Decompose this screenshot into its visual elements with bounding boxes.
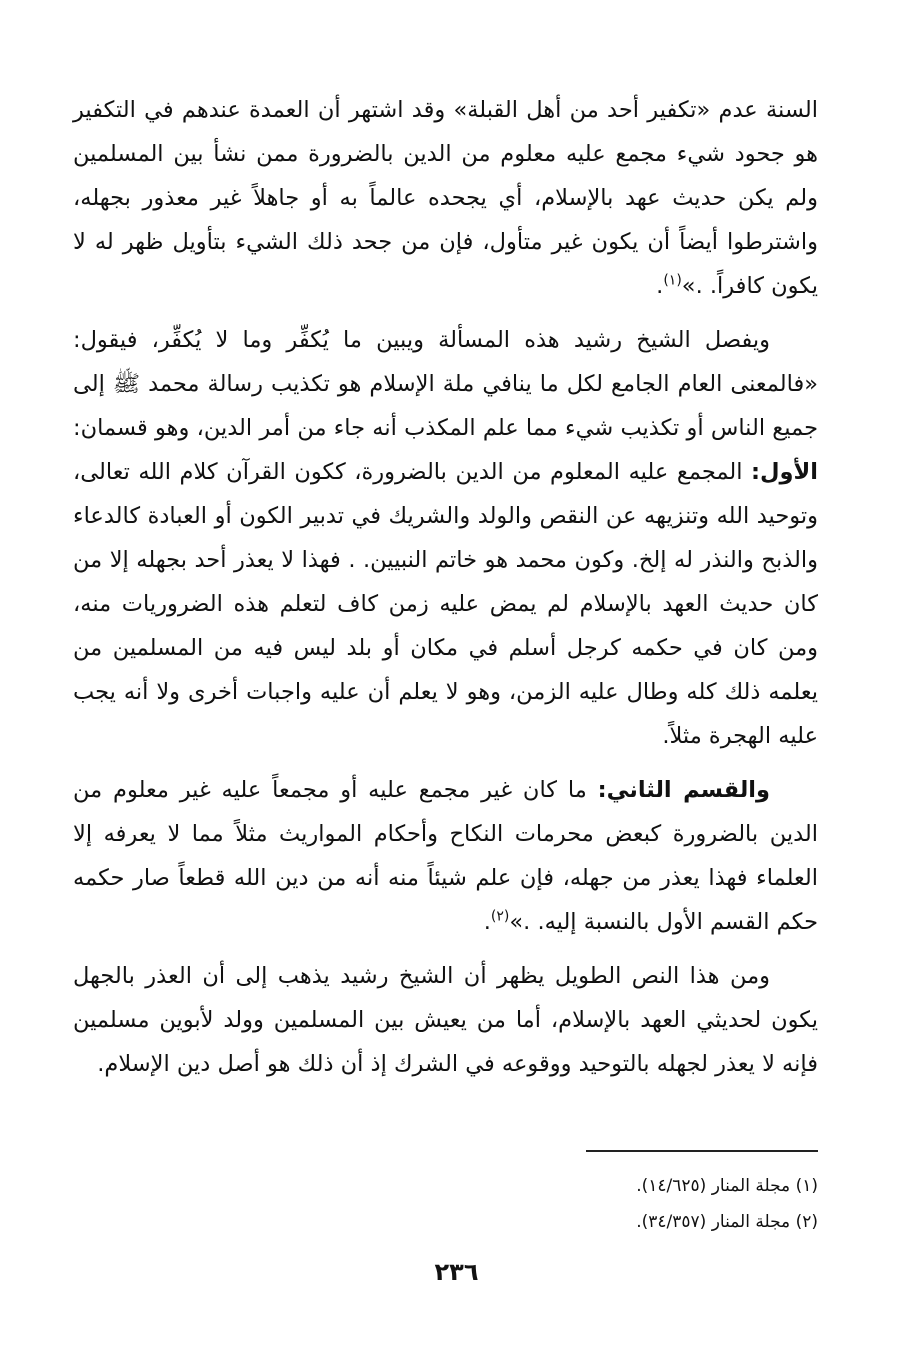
paragraph-text: ومن هذا النص الطويل يظهر أن الشيخ رشيد يذهب إلى أن العذر بالجهل يكون لحديثي العهد بالإسلام، أما من يعيش بين المسلمين وولد لأبوين مسلمين فإنه لا يعذر لجهله بالتوحيد ووقوعه في الشرك إذ أن ذلك هو أصل دين الإسلام. <box>73 963 818 1077</box>
paragraph-1 <box>73 88 818 308</box>
paragraph-text: ما كان غير مجمع عليه أو مجمعاً عليه غير معلوم من الدين بالضرورة كبعض محرمات النكاح وأحكام المواريث مثلاً مما لا يعرفه إلا العلماء فهذا يعذر من جهله، فإن علم شيئاً منه أنه من دين الله قطعاً صار حكمه حكم القسم الأول بالنسبة إليه. .» <box>73 777 818 935</box>
paragraph-4 <box>73 954 818 1086</box>
paragraph-3 <box>73 768 818 944</box>
footnote-reference-2: (٢) <box>490 908 510 925</box>
footnotes <box>73 1168 818 1240</box>
footnote-marker: (١) <box>795 1176 818 1196</box>
footnote-reference-1: (١) <box>663 272 682 289</box>
footnote-text: مجلة المنار (١٤/٦٢٥). <box>636 1176 791 1196</box>
footnote-text: مجلة المنار (٣٤/٣٥٧). <box>636 1212 791 1232</box>
main-text <box>73 88 818 1086</box>
paragraph-end: . <box>483 909 491 935</box>
paragraph-text-rest: المجمع عليه المعلوم من الدين بالضرورة، ككون القرآن كلام الله تعالى، وتوحيد الله وتنزيهه عن النقص والولد والشريك في تدبير الكون أو العبادة كالدعاء والذبح والنذر له إلخ. وكون محمد هو خاتم النبيين. . فهذا لا يعذر أحد بجهله إلا من كان حديث العهد بالإسلام لم يمض عليه زمن كاف لتعلم هذه الضروريات منه، ومن كان في حكمه كرجل أسلم في مكان أو بلد ليس فيه من المسلمين من يعلمه ذلك كله وطال عليه الزمن، وهو لا يعلم أن عليه واجبات أخرى ولا أنه يجب عليه الهجرة مثلاً. <box>73 459 818 749</box>
paragraph-2 <box>73 318 818 758</box>
paragraph-end: . <box>656 273 664 299</box>
bold-term-second: والقسم الثاني: <box>597 777 771 803</box>
paragraph-text: ويفصل الشيخ رشيد هذه المسألة ويبين ما يُكفِّر وما لا يُكفِّر، فيقول: «فالمعنى العام الجامع لكل ما ينافي ملة الإسلام هو تكذيب رسالة محمد ﷺ إلى جميع الناس أو تكذيب شيء مما علم المكذب أنه جاء من أمر الدين، وهو قسمان: <box>73 327 818 441</box>
bold-term-first: الأول: <box>751 459 819 485</box>
footnote-2 <box>73 1204 818 1240</box>
footnote-1 <box>73 1168 818 1204</box>
footnote-separator <box>586 1150 818 1152</box>
footnote-marker: (٢) <box>795 1212 818 1232</box>
page-number: ٢٣٦ <box>434 1258 479 1286</box>
paragraph-text: السنة عدم «تكفير أحد من أهل القبلة» وقد اشتهر أن العمدة عندهم في التكفير هو جحود شيء مجمع عليه معلوم من الدين بالضرورة ممن نشأ بين المسلمين ولم يكن حديث عهد بالإسلام، أي يجحده عالماً به أو جاهلاً غير معذور بجهله، واشترطوا أيضاً أن يكون غير متأول، فإن من جحد ذلك الشيء بتأويل ظهر له لا يكون كافراً. .» <box>73 97 818 299</box>
